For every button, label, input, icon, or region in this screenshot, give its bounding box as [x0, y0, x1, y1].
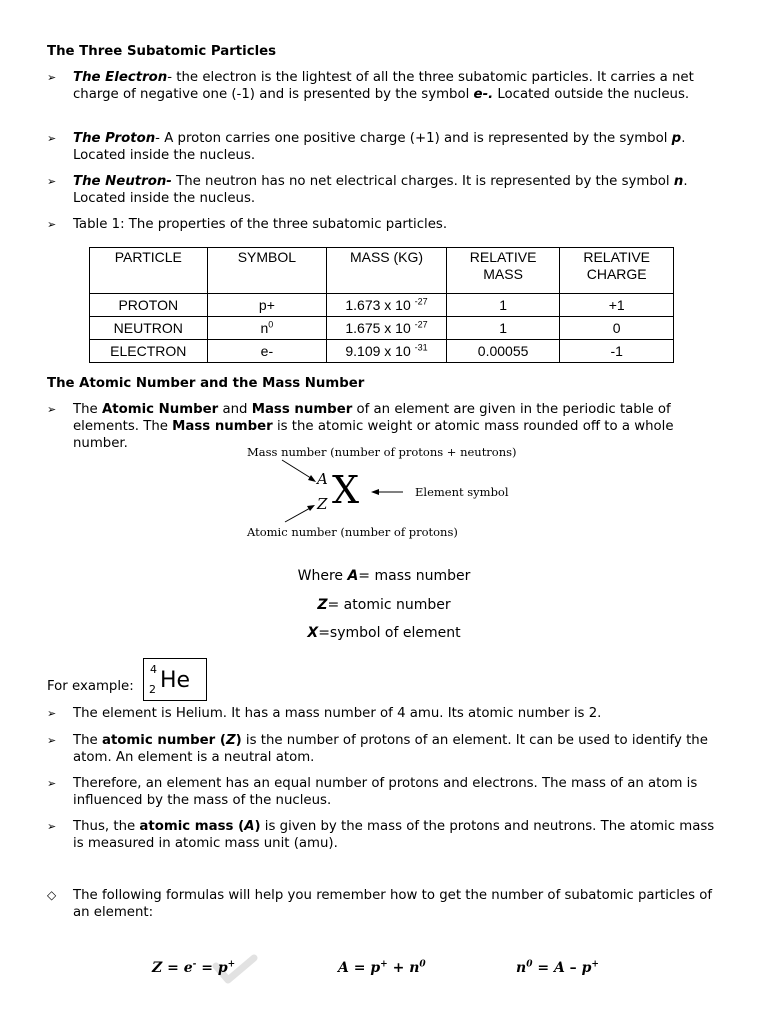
cell-relative-charge: +1	[560, 294, 674, 317]
cell-relative-mass: 0.00055	[446, 340, 560, 363]
where-z: Z= atomic number	[317, 597, 451, 613]
mass-number-symbol: A	[317, 470, 328, 488]
helium-example-box	[143, 658, 207, 701]
cell-relative-charge: 0	[560, 317, 674, 340]
nuclide-notation-diagram	[240, 440, 530, 540]
neutron-text: The neutron has no net electrical charges. It is represented by the symbol	[171, 174, 674, 189]
arrow-bullet-icon: ➢	[47, 403, 57, 416]
arrow-bullet-icon: ➢	[47, 777, 57, 790]
particle-properties-table	[89, 247, 674, 363]
bullet-equal-protons	[47, 775, 717, 809]
table-caption: Table 1: The properties of the three subatomic particles.	[73, 217, 448, 232]
neutron-symbol: n	[673, 174, 684, 189]
cell-particle: PROTON	[90, 294, 208, 317]
cell-symbol: p+	[207, 294, 327, 317]
mass-number-label: Mass number (number of protons + neutrons)	[247, 445, 517, 459]
cell-relative-charge: -1	[560, 340, 674, 363]
arrow-bullet-icon: ➢	[47, 218, 57, 231]
bullet-helium	[47, 705, 717, 722]
atomic-number-symbol: Z	[317, 495, 328, 513]
arrow-bullet-icon: ➢	[47, 71, 57, 84]
header-symbol: SYMBOL	[207, 248, 327, 294]
header-particle: PARTICLE	[90, 248, 208, 294]
header-relative-mass: RELATIVE MASS	[446, 248, 560, 294]
cell-particle: ELECTRON	[90, 340, 208, 363]
table-row	[90, 317, 674, 340]
example-label: For example:	[47, 679, 134, 694]
term-neutron: The Neutron-	[73, 174, 172, 189]
cell-mass: 1.673 x 10 $^{-27}$	[327, 294, 447, 317]
where-a: Where A= mass number	[297, 568, 471, 584]
bullet-table-caption	[47, 216, 717, 233]
arrow-bullet-icon: ➢	[47, 707, 57, 720]
helium-text: The element is Helium. It has a mass number of 4 amu. Its atomic number is 2.	[73, 706, 602, 721]
formula-protons-electrons: Z = e- = p+	[152, 959, 236, 976]
neutron-text-end: . Located inside the nucleus.	[73, 174, 688, 206]
arrow-bullet-icon: ➢	[47, 175, 57, 188]
helium-mass-number: 4	[150, 663, 157, 676]
table-row	[90, 340, 674, 363]
formula-mass-number: $A = p^+ + n^0$	[338, 959, 426, 976]
element-symbol-label: Element symbol	[415, 485, 509, 499]
header-relative-charge: RELATIVE CHARGE	[560, 248, 674, 294]
cell-mass: 9.109 x 10 $^{-31}$	[327, 340, 447, 363]
helium-symbol: He	[160, 668, 191, 693]
bullet-atomic-mass: ➢ Thus, the atomic mass (A) is given by the mass of the protons and neutrons. The atomic mass is measured in atomic mass unit (amu).	[47, 819, 715, 851]
section-title-atomic: The Atomic Number and the Mass Number	[47, 376, 365, 391]
bullet-proton	[47, 130, 717, 164]
bullet-neutron	[47, 173, 717, 207]
cell-symbol: e-	[207, 340, 327, 363]
atomic-number-label: Atomic number (number of protons)	[247, 525, 458, 539]
electron-text-end: Located outside the nucleus.	[493, 87, 690, 102]
arrow-bullet-icon: ➢	[47, 820, 57, 833]
table-row	[90, 294, 674, 317]
formulas-intro-text: The following formulas will help you remember how to get the number of subatomic particles of an element:	[73, 888, 713, 920]
section-title-subatomic: The Three Subatomic Particles	[47, 44, 277, 59]
cell-mass: 1.675 x 10 $^{-27}$	[327, 317, 447, 340]
formula-neutrons: $n^0 = A - p^+$	[516, 959, 599, 976]
arrow-bullet-icon: ➢	[47, 734, 57, 747]
proton-symbol: p	[671, 131, 682, 146]
arrow-bullet-icon: ➢	[47, 132, 57, 145]
electron-symbol: e-.	[473, 87, 494, 102]
cell-particle: NEUTRON	[90, 317, 208, 340]
bullet-electron	[47, 69, 717, 103]
proton-text-end: . Located inside the nucleus.	[73, 131, 686, 163]
cell-symbol: $n^0$	[207, 317, 327, 340]
bullet-atomic-number: ➢ The atomic number (Z) is the number of protons of an element. It can be used to identify the atom. An element is a neutral atom.	[47, 733, 708, 765]
cell-relative-mass: 1	[446, 317, 560, 340]
element-symbol-x: X	[332, 468, 360, 512]
cell-relative-mass: 1	[446, 294, 560, 317]
term-proton: The Proton	[73, 131, 156, 146]
helium-atomic-number: 2	[149, 683, 156, 696]
where-x: X=symbol of element	[307, 625, 461, 641]
electron-text: - the electron is the lightest of all the three subatomic particles. It carries a net charge of negative one (-1) and is presented by the symbol	[73, 70, 694, 102]
equal-protons-text: Therefore, an element has an equal number of protons and electrons. The mass of an atom is influenced by the mass of the nucleus.	[73, 776, 698, 808]
table-header-row	[90, 248, 674, 294]
proton-text: - A proton carries one positive charge (+1) and is represented by the symbol	[155, 131, 672, 146]
header-mass: MASS (KG)	[327, 248, 447, 294]
term-electron: The Electron	[73, 70, 168, 85]
bullet-formulas	[47, 887, 717, 921]
bullet-atomic-mass-number: ➢ The Atomic Number and Mass number of an element are given in the periodic table of elements. The Mass number is the atomic weight or atomic mass rounded off to a whole number.	[47, 402, 674, 451]
diamond-bullet-icon: ◇	[47, 888, 57, 902]
